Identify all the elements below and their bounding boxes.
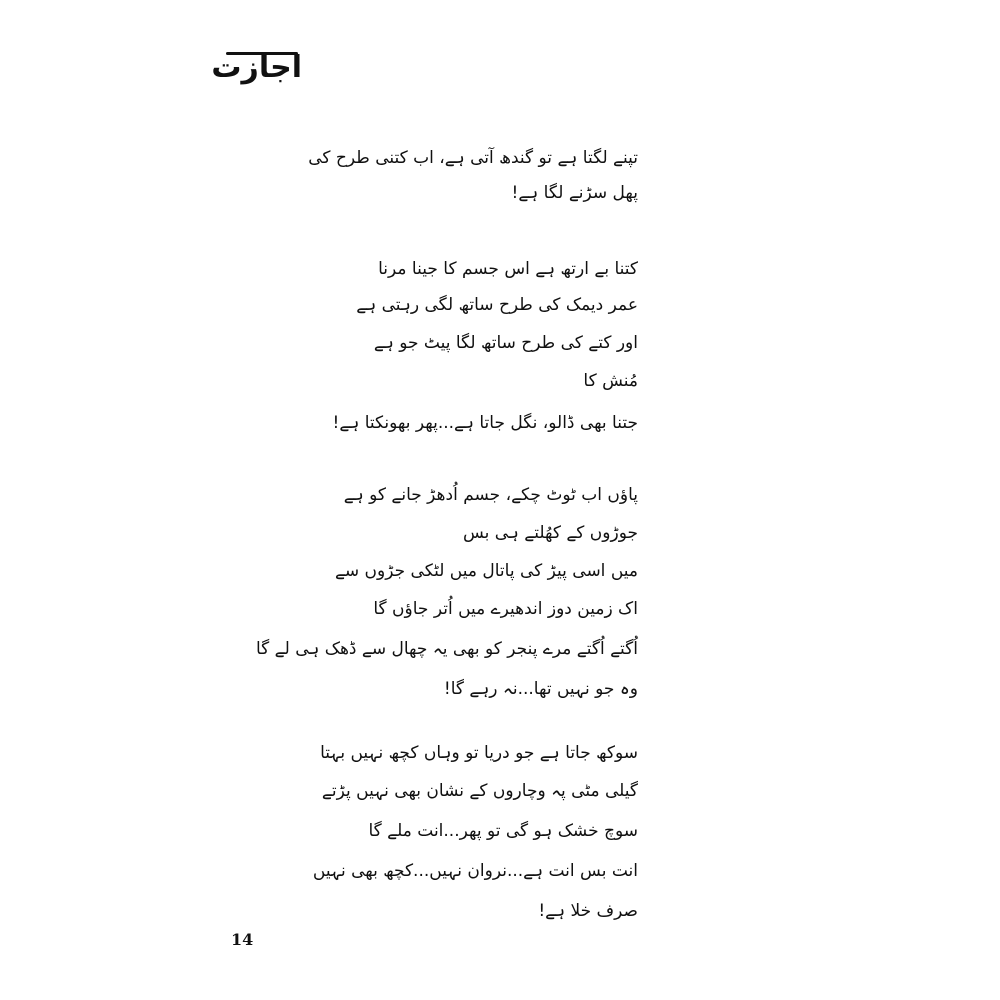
page-number: 14 xyxy=(231,930,254,949)
poem-line: انت بس انت ہے...نروان نہیں...کچھ بھی نہیں xyxy=(312,861,638,881)
poem-line: تپنے لگتا ہے تو گندھ آتی ہے، اب کتنی طرح کی xyxy=(308,148,638,168)
poem-line: اور کتے کی طرح ساتھ لگا پیٹ جو ہے xyxy=(373,333,638,353)
poem-line: گیلی مٹی پہ وچاروں کے نشان بھی نہیں پڑتے xyxy=(321,781,638,801)
poem-line: سوکھ جاتا ہے جو دریا تو وہاں کچھ نہیں بہتا xyxy=(320,743,638,763)
poem-line: میں اسی پیڑ کی پاتال میں لٹکی جڑوں سے xyxy=(334,561,638,581)
poem-line: اُگتے اُگتے مرے پنجر کو بھی یہ چھال سے ڈھک ہی لے گا xyxy=(255,639,638,659)
poem-line: صرف خلا ہے! xyxy=(538,901,638,921)
poem-line: پھل سڑنے لگا ہے! xyxy=(511,183,638,203)
book-logo: اجازت xyxy=(211,50,302,85)
poem-line: سوچ خشک ہو گی تو پھر...انت ملے گا xyxy=(368,821,638,841)
poem xyxy=(178,0,638,1000)
poem-line: جتنا بھی ڈالو، نگل جاتا ہے...پھر بھونکتا ہے! xyxy=(332,413,638,433)
poem-line: اک زمین دوز اندھیرے میں اُتر جاؤں گا xyxy=(373,599,638,619)
poem-line: کتنا بے ارتھ ہے اس جسم کا جینا مرنا xyxy=(378,259,638,279)
poem-line: مُنش کا xyxy=(583,371,638,391)
poem-line: پاؤں اب ٹوٹ چکے، جسم اُدھڑ جانے کو ہے xyxy=(343,485,638,505)
poem-line: عمر دیمک کی طرح ساتھ لگی رہتی ہے xyxy=(356,295,638,315)
poem-line: جوڑوں کے کھُلتے ہی بس xyxy=(462,523,638,543)
poem-line: وہ جو نہیں تھا...نہ رہے گا! xyxy=(443,679,638,699)
